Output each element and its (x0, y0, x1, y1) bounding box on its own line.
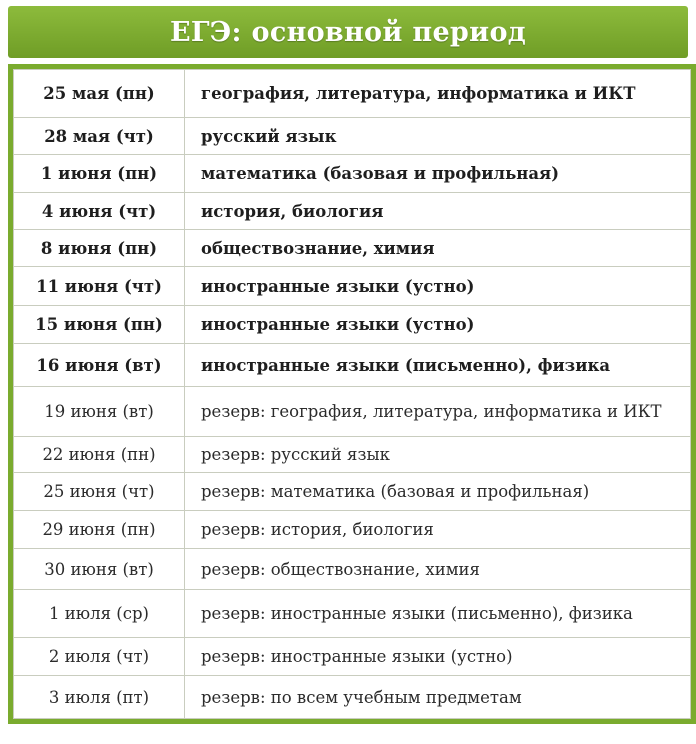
exam-subjects: резерв: иностранные языки (устно) (185, 638, 691, 676)
schedule-table (13, 69, 691, 719)
table-row (14, 638, 691, 676)
exam-subjects: обществознание, химия (185, 230, 691, 267)
exam-date: 8 июня (пн) (14, 230, 185, 267)
table-row (14, 387, 691, 437)
exam-subjects: русский язык (185, 118, 691, 155)
table-row (14, 676, 691, 719)
exam-subjects: резерв: русский язык (185, 437, 691, 473)
table-row (14, 511, 691, 549)
exam-date: 19 июня (вт) (14, 387, 185, 437)
exam-subjects: история, биология (185, 193, 691, 230)
exam-date: 1 июня (пн) (14, 155, 185, 193)
exam-date: 3 июля (пт) (14, 676, 185, 719)
exam-subjects: резерв: история, биология (185, 511, 691, 549)
table-row (14, 473, 691, 511)
table-row (14, 344, 691, 387)
exam-date: 4 июня (чт) (14, 193, 185, 230)
table-row (14, 193, 691, 230)
exam-date: 28 мая (чт) (14, 118, 185, 155)
exam-subjects: резерв: по всем учебным предметам (185, 676, 691, 719)
table-row (14, 437, 691, 473)
exam-subjects: резерв: иностранные языки (письменно), физика (185, 590, 691, 638)
page-title: ЕГЭ: основной период (8, 6, 688, 58)
exam-date: 11 июня (чт) (14, 267, 185, 306)
table-row (14, 267, 691, 306)
exam-date: 25 мая (пн) (14, 70, 185, 118)
exam-date: 25 июня (чт) (14, 473, 185, 511)
exam-subjects: география, литература, информатика и ИКТ (185, 70, 691, 118)
exam-subjects: математика (базовая и профильная) (185, 155, 691, 193)
exam-date: 30 июня (вт) (14, 549, 185, 590)
exam-subjects: резерв: география, литература, информатика и ИКТ (185, 387, 691, 437)
table-row (14, 118, 691, 155)
table-row (14, 155, 691, 193)
table-row (14, 230, 691, 267)
exam-subjects: иностранные языки (письменно), физика (185, 344, 691, 387)
table-row (14, 590, 691, 638)
exam-date: 1 июля (ср) (14, 590, 185, 638)
exam-subjects: иностранные языки (устно) (185, 306, 691, 344)
exam-date: 15 июня (пн) (14, 306, 185, 344)
table-row (14, 70, 691, 118)
table-row (14, 306, 691, 344)
exam-subjects: иностранные языки (устно) (185, 267, 691, 306)
exam-date: 2 июля (чт) (14, 638, 185, 676)
exam-subjects: резерв: математика (базовая и профильная) (185, 473, 691, 511)
exam-date: 16 июня (вт) (14, 344, 185, 387)
exam-date: 22 июня (пн) (14, 437, 185, 473)
schedule-table-frame (8, 64, 696, 724)
exam-date: 29 июня (пн) (14, 511, 185, 549)
exam-subjects: резерв: обществознание, химия (185, 549, 691, 590)
table-row (14, 549, 691, 590)
